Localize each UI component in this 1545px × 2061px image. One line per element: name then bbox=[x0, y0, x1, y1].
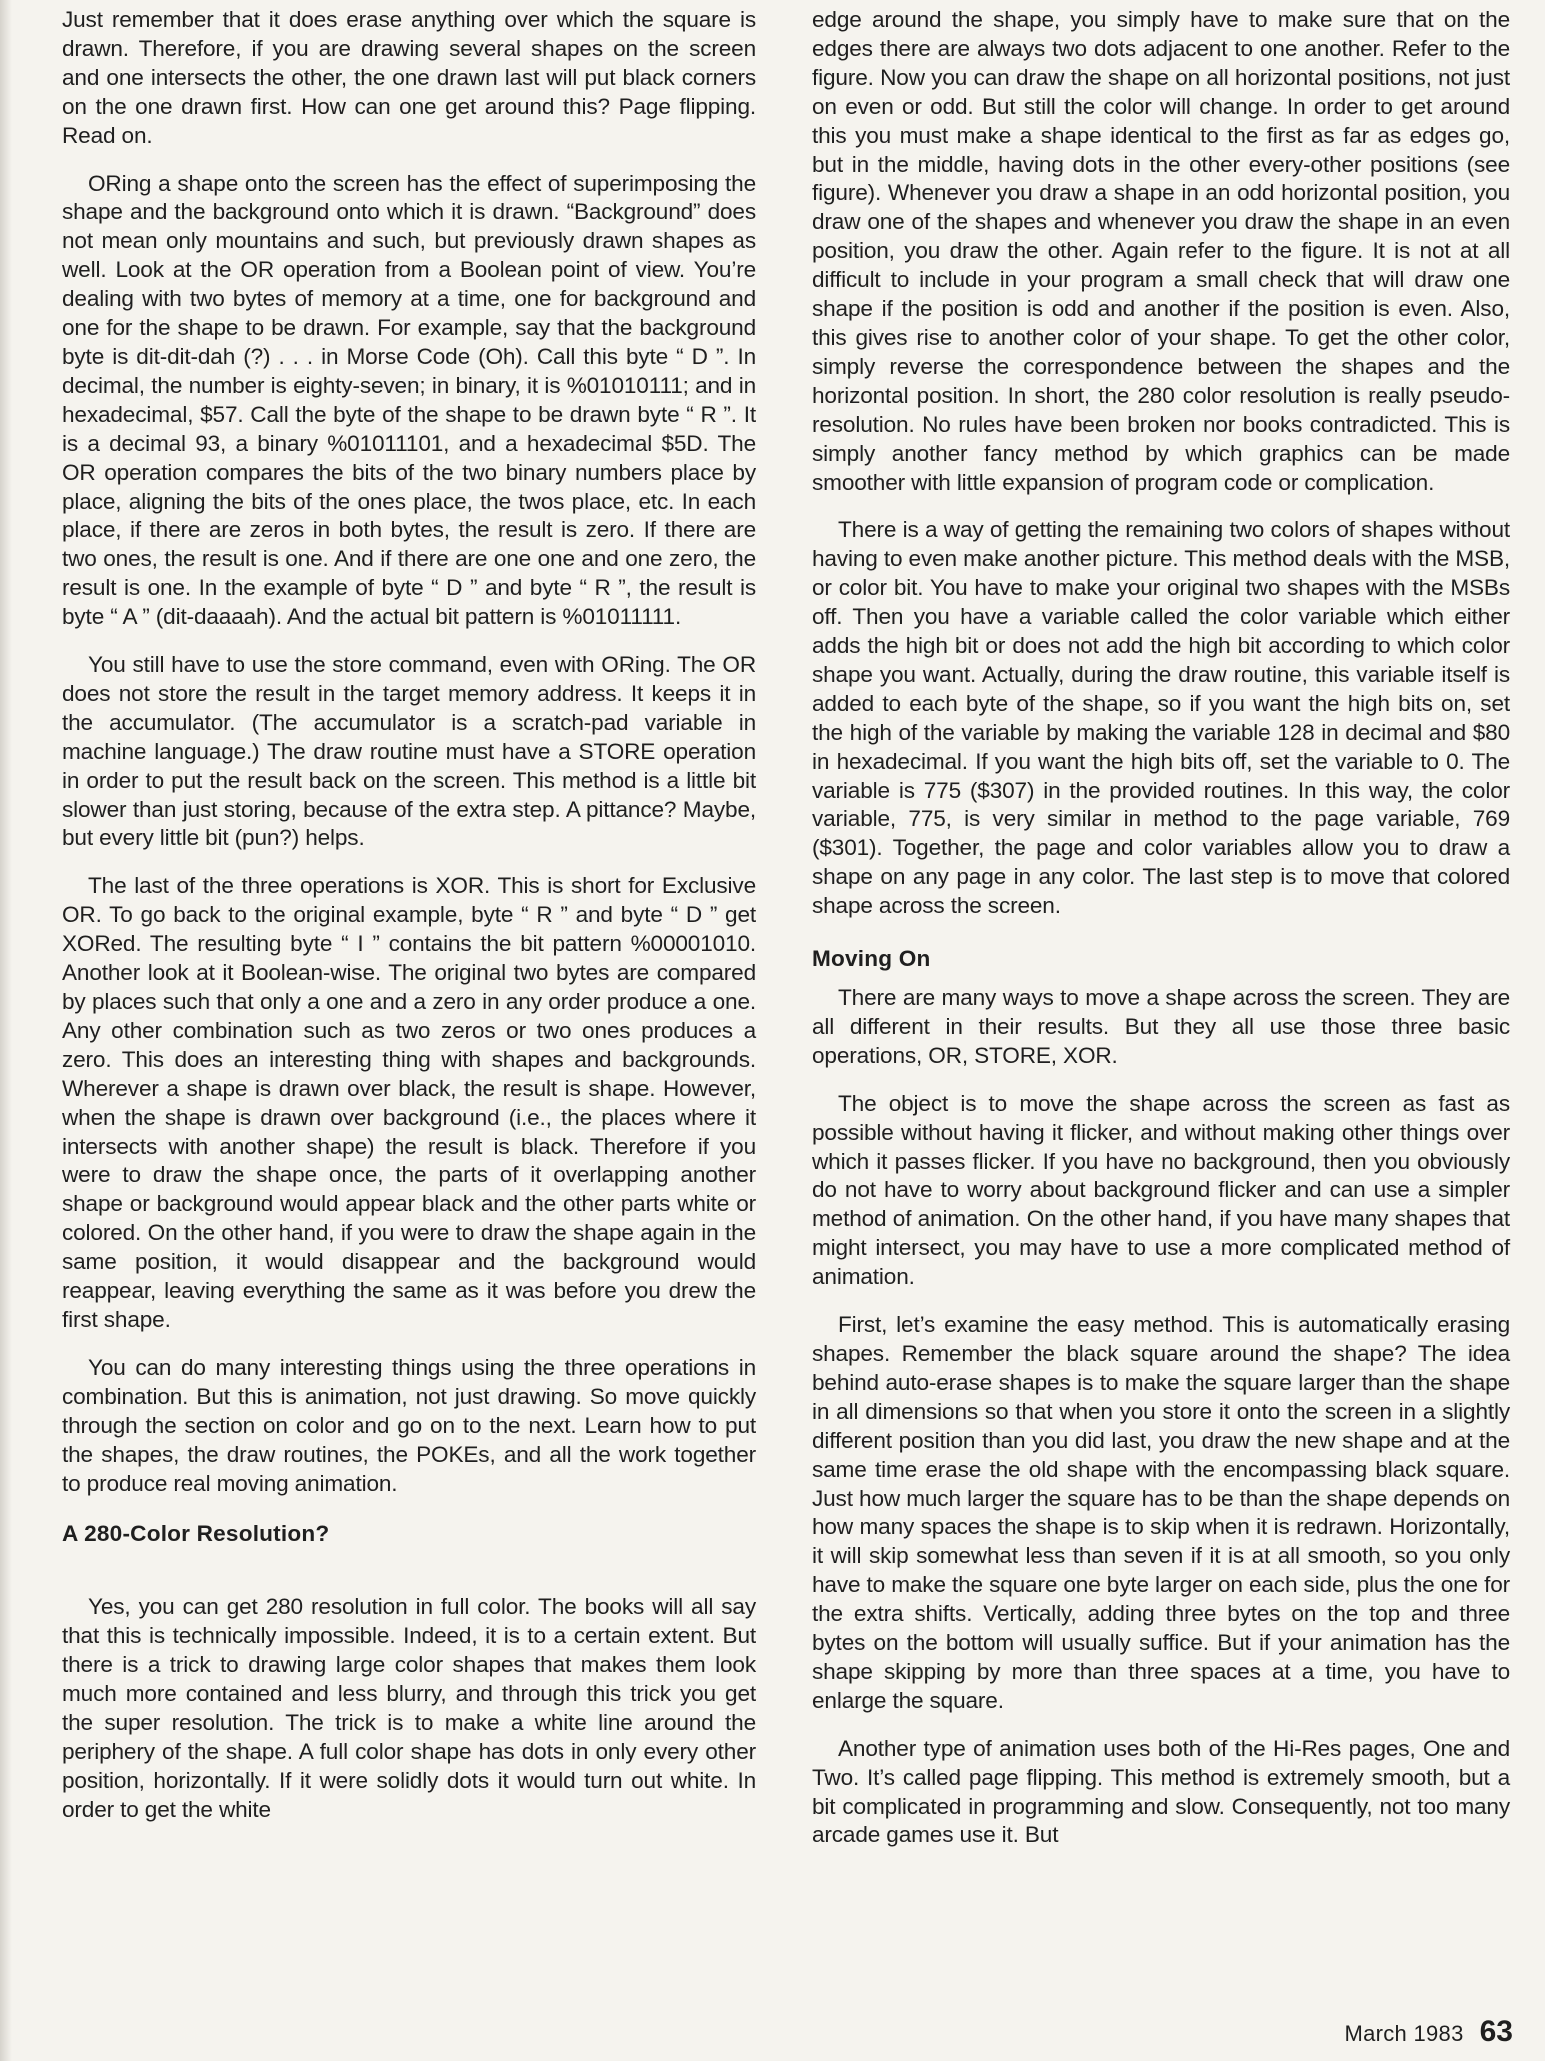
paragraph: There are many ways to move a shape across the screen. They are all different in their results. But they all use those three basic operations, OR, STORE, XOR. bbox=[812, 985, 1510, 1068]
paragraph: ORing a shape onto the screen has the effect of superimposing the shape and the background onto which it is drawn. “Background” does not mean only mountains and such, but previously drawn shapes as well. Look at the OR operation from a Boolean point of view. You’re dealing with two bytes of memory at a time, one for background and one for the shape to be drawn. For example, say that the background byte is dit-dit-dah (?) . . . in Morse Code (Oh). Call this byte “ D ”. In decimal, the number is eighty-seven; in binary, it is %01010111; and in hexadecimal, $57. Call the byte of the shape to be drawn byte “ R ”. It is a decimal 93, a binary %01011101, and a hexadecimal $5D. The OR operation compares the bits of the two binary numbers place by place, aligning the bits of the ones place, the twos place, etc. In each place, if there are zeros in both bytes, the result is zero. If there are two ones, the result is one. And if there are one one and one zero, the result is one. In the example of byte “ D ” and byte “ R ”, the result is byte “ A ” (dit-daaaah). And the actual bit pattern is %01011111. bbox=[62, 170, 756, 630]
page-number: 63 bbox=[1479, 2015, 1513, 2048]
issue-date: March 1983 bbox=[1344, 2021, 1464, 2046]
paragraph: edge around the shape, you simply have to make sure that on the edges there are always two dots adjacent to one another. Refer to the figure. Now you can draw the shape on all horizontal positions, not just on even or odd. But still the color will change. In order to get around this you must make a shape identical to the first as far as edges go, but in the middle, having dots in the other every-other positions (see figure). Whenever you draw a shape in an odd horizontal position, you draw one of the shapes and whenever you draw the shape in an even position, you draw the other. Again refer to the figure. It is not at all difficult to include in your program a small check that will draw one shape if the position is odd and another if the position is even. Also, this gives rise to another color of your shape. To get the other color, simply reverse the correspondence between the shapes and the horizontal position. In short, the 280 color resolution is really pseudo-resolution. No rules have been broken nor books contradicted. This is simply another fancy method by which graphics can be made smoother with little expansion of program code or complication. bbox=[812, 7, 1510, 495]
paragraph: The last of the three operations is XOR. This is short for Exclusive OR. To go back to the original example, byte “ R ” and byte “ D ” get XORed. The resulting byte “ I ” contains the bit pattern %00001010. Another look at it Boolean-wise. The original two bytes are compared by places such that only a one and a zero in any order produce a one. Any other combination such as two zeros or two ones produces a zero. This does an interesting thing with shapes and backgrounds. Wherever a shape is drawn over black, the result is shape. However, when the shape is drawn over background (i.e., the places where it intersects with another shape) the result is black. Therefore if you were to draw the shape once, the parts of it overlapping another shape or background would appear black and the other parts white or colored. On the other hand, if you were to draw the shape again in the same position, it would disappear and the background would reappear, leaving everything the same as it was before you drew the first shape. bbox=[62, 873, 756, 1332]
left-column bbox=[62, 6, 756, 1844]
paragraph: You still have to use the store command, even with ORing. The OR does not store the result in the target memory address. It keeps it in the accumulator. (The accumulator is a scratch-pad variable in machine language.) The draw routine must have a STORE operation in order to put the result back on the screen. This method is a little bit slower than just storing, because of the extra step. A pittance? Maybe, but every little bit (pun?) helps. bbox=[62, 652, 756, 851]
paragraph: Just remember that it does erase anything over which the square is drawn. Therefore, if you are drawing several shapes on the screen and one intersects the other, the one drawn last will put black corners on the one drawn first. How can one get around this? Page flipping. Read on. bbox=[62, 7, 756, 148]
paragraph: You can do many interesting things using the three operations in combination. But this is animation, not just drawing. So move quickly through the section on color and go on to the next. Learn how to put the shapes, the draw routines, the POKEs, and all the work together to produce real moving animation. bbox=[62, 1354, 756, 1496]
page-footer bbox=[1344, 2015, 1513, 2049]
section-heading: A 280-Color Resolution? bbox=[62, 1521, 330, 1547]
paragraph: Another type of animation uses both of the Hi-Res pages, One and Two. It’s called page flipping. This method is extremely smooth, but a bit complicated in programming and slow. Consequently, not too many arcade games use it. But bbox=[812, 1735, 1510, 1848]
scan-edge-shadow bbox=[0, 0, 12, 2061]
paragraph: First, let’s examine the easy method. This is automatically erasing shapes. Remember the black square around the shape? The idea behind auto-erase shapes is to make the square larger than the shape in all dimensions so that when you store it onto the screen in a slightly different position than you did last, you draw the new shape and at the same time erase the old shape with the encompassing black square. Just how much larger the square has to be than the shape depends on how many spaces the shape is to skip when it is redrawn. Horizontally, it will skip somewhat less than seven if it is at all smooth, so you only have to make the square one byte larger on each side, plus the one for the extra shifts. Vertically, adding three bytes on the top and three bytes on the bottom will usually suffice. But if your animation has the shape skipping by more than three spaces at a time, you have to enlarge the square. bbox=[812, 1312, 1510, 1713]
paragraph: Yes, you can get 280 resolution in full color. The books will all say that this is technically impossible. Indeed, it is to a certain extent. But there is a trick to drawing large color shapes that makes them look much more contained and less blurry, and through this trick you get the super resolution. The trick is to make a white line around the periphery of the shape. A full color shape has dots in only every other position, horizontally. If it were solidly dots it would turn out white. In order to get the white bbox=[62, 1594, 756, 1822]
section-heading: Moving On bbox=[812, 946, 931, 972]
paragraph: The object is to move the shape across the screen as fast as possible without having it flicker, and without making other things over which it passes flicker. If you have no background, then you obviously do not have to worry about background flicker and can use a simpler method of animation. On the other hand, if you have many shapes that might intersect, you may have to use a more complicated method of animation. bbox=[812, 1090, 1510, 1290]
right-column bbox=[812, 6, 1510, 1869]
paragraph: There is a way of getting the remaining two colors of shapes without having to even make another picture. This method deals with the MSB, or color bit. You have to make your original two shapes with the MSBs off. Then you have a variable called the color variable which either adds the high bit or does not add the high bit according to which color shape you want. Actually, during the draw routine, this variable itself is added to each byte of the shape, so if you want the high bits on, set the high of the variable by making the variable 128 in decimal and $80 in hexadecimal. If you want the high bits off, set the variable to 0. The variable is 775 ($307) in the provided routines. In this way, the color variable, 775, is very similar in method to the page variable, 769 ($301). Together, the page and color variables allow you to draw a shape on any page in any color. The last step is to move that colored shape across the screen. bbox=[812, 517, 1510, 919]
